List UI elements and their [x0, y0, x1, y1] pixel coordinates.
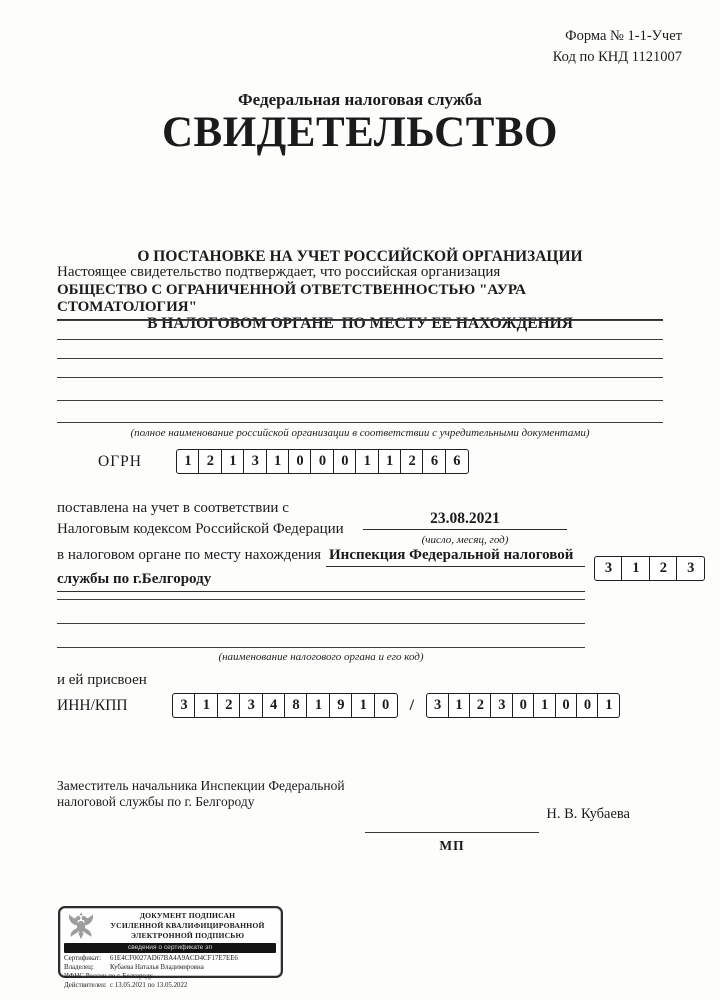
digit-cell: 1: [378, 449, 402, 474]
ogrn-label: ОГРН: [98, 452, 142, 470]
stamp-details: [64, 954, 276, 990]
digit-cell: 4: [262, 693, 286, 718]
digit-cell: 6: [422, 449, 446, 474]
stamp-certificate-row: [64, 954, 276, 963]
coat-of-arms-icon: [65, 911, 97, 941]
digit-cell: 3: [594, 556, 623, 581]
digit-cell: 3: [426, 693, 449, 718]
registered-text-line-2: Налоговым кодексом Российской Федерации: [57, 521, 344, 537]
tax-office-name-part-2: службы по г.Белгороду: [57, 571, 585, 592]
agency-name: Федеральная налоговая служба: [238, 90, 482, 109]
form-number: Форма № 1-1-Учет: [565, 28, 682, 44]
owner-label: Владелец:: [64, 963, 94, 971]
knd-code: Код по КНД 1121007: [552, 49, 682, 66]
stamp-header: [64, 911, 276, 941]
tax-office-line-1: [57, 547, 585, 567]
stamp-validity-row: [64, 981, 276, 990]
stamp-title-line-1: ДОКУМЕНТ ПОДПИСАН: [139, 911, 236, 921]
inn-kpp-separator: /: [409, 696, 415, 714]
signature-line: [365, 816, 539, 833]
organization-name-caption: (полное наименование российской организации в соответствии с учредительными документами): [130, 427, 590, 439]
organization-name: ОБЩЕСТВО С ОГРАНИЧЕННОЙ ОТВЕТСТВЕННОСТЬЮ "АУРА СТОМАТОЛОГИЯ": [57, 282, 663, 321]
digit-cell: 0: [288, 449, 312, 474]
subtitle-line-1: О ПОСТАНОВКЕ НА УЧЕТ РОССИЙСКОЙ ОРГАНИЗАЦИИ: [137, 247, 583, 265]
blank-line: [57, 358, 663, 359]
digit-cell: 2: [649, 556, 678, 581]
document-title: СВИДЕТЕЛЬСТВО: [162, 109, 558, 156]
signer-name: Н. В. Кубаева: [546, 806, 630, 822]
digit-cell: 1: [533, 693, 556, 718]
certificate-label: Сертификат:: [64, 954, 101, 962]
digit-cell: 0: [310, 449, 334, 474]
signer-title-line-2: налоговой службы по г. Белгороду: [57, 794, 255, 809]
stamp-title: [99, 911, 276, 941]
digit-cell: 0: [374, 693, 398, 718]
digit-cell: 1: [621, 556, 650, 581]
digit-cell: 0: [512, 693, 535, 718]
digit-cell: 1: [176, 449, 200, 474]
digit-cell: 1: [221, 449, 245, 474]
digit-cell: 1: [351, 693, 375, 718]
registration-date-block: [363, 510, 567, 548]
digit-cell: 3: [676, 556, 705, 581]
digit-cell: 9: [329, 693, 353, 718]
stamp-owner-row: [64, 963, 276, 972]
registered-text-line-1: поставлена на учет в соответствии с: [57, 500, 289, 516]
blank-line: [57, 599, 585, 600]
registration-date-caption: (число, месяц, год): [421, 534, 509, 546]
kpp-digit-boxes: [426, 693, 620, 718]
certificate-value: 61E4CF0027AD67BA4A9ACD4CF17E7EE6: [110, 954, 238, 962]
blank-line: [57, 320, 663, 321]
blank-line: [57, 422, 663, 423]
blank-line: [57, 339, 663, 340]
blank-line: [57, 400, 663, 401]
stamp-title-line-3: ЭЛЕКТРОННОЙ ПОДПИСЬЮ: [130, 930, 245, 940]
digit-cell: 2: [469, 693, 492, 718]
validity-label: Действителен:: [64, 981, 107, 989]
digit-cell: 6: [445, 449, 469, 474]
inn-digit-boxes: [172, 693, 398, 718]
digit-cell: 2: [217, 693, 241, 718]
subtitle-line-2: В НАЛОГОВОМ ОРГАНЕ ПО МЕСТУ ЕЕ НАХОЖДЕНИЯ: [147, 315, 573, 333]
digit-cell: 1: [448, 693, 471, 718]
tax-office-code-boxes: [594, 556, 705, 581]
digit-cell: 3: [172, 693, 196, 718]
digit-cell: 0: [333, 449, 357, 474]
digit-cell: 0: [576, 693, 599, 718]
digital-signature-stamp: [58, 906, 283, 989]
assigned-text: и ей присвоен: [57, 672, 147, 688]
seal-placeholder-label: МП: [439, 838, 465, 853]
form-meta: [553, 26, 682, 68]
stamp-certificate-bar: сведения о сертификате эп: [64, 943, 276, 953]
signer-title-line-1: Заместитель начальника Инспекции Федеральной: [57, 778, 345, 793]
digit-cell: 3: [239, 693, 263, 718]
blank-line: [57, 623, 585, 624]
digit-cell: 3: [490, 693, 513, 718]
confirmation-text: Настоящее свидетельство подтверждает, что российская организация: [57, 264, 501, 280]
digit-cell: 1: [355, 449, 379, 474]
digit-cell: 1: [306, 693, 330, 718]
inn-kpp-row: [57, 693, 620, 718]
digit-cell: 2: [198, 449, 222, 474]
digit-cell: 2: [400, 449, 424, 474]
inn-kpp-label: ИНН/КПП: [57, 696, 128, 714]
digit-cell: 1: [266, 449, 290, 474]
blank-line: [57, 377, 663, 378]
ogrn-digit-boxes: [176, 449, 469, 474]
tax-office-caption: (наименование налогового органа и его код): [218, 651, 424, 663]
blank-line: [57, 647, 585, 648]
owner-value: Кубаева Наталья Владимировна: [110, 963, 204, 971]
digit-cell: 0: [555, 693, 578, 718]
tax-office-name-part-1: Инспекция Федеральной налоговой: [326, 547, 585, 567]
issuer-value: ИФНС России по г. Белгороду: [64, 972, 153, 980]
digit-cell: 1: [597, 693, 620, 718]
digit-cell: 1: [194, 693, 218, 718]
ogrn-row: [98, 449, 469, 474]
digit-cell: 3: [243, 449, 267, 474]
digit-cell: 8: [284, 693, 308, 718]
tax-office-prefix: в налоговом органе по месту нахождения: [57, 547, 322, 563]
stamp-issuer-row: [64, 972, 276, 981]
stamp-title-line-2: УСИЛЕННОЙ КВАЛИФИЦИРОВАННОЙ: [110, 921, 265, 931]
registration-date: 23.08.2021: [363, 510, 567, 530]
validity-value: с 13.05.2021 по 13.05.2022: [110, 981, 188, 989]
